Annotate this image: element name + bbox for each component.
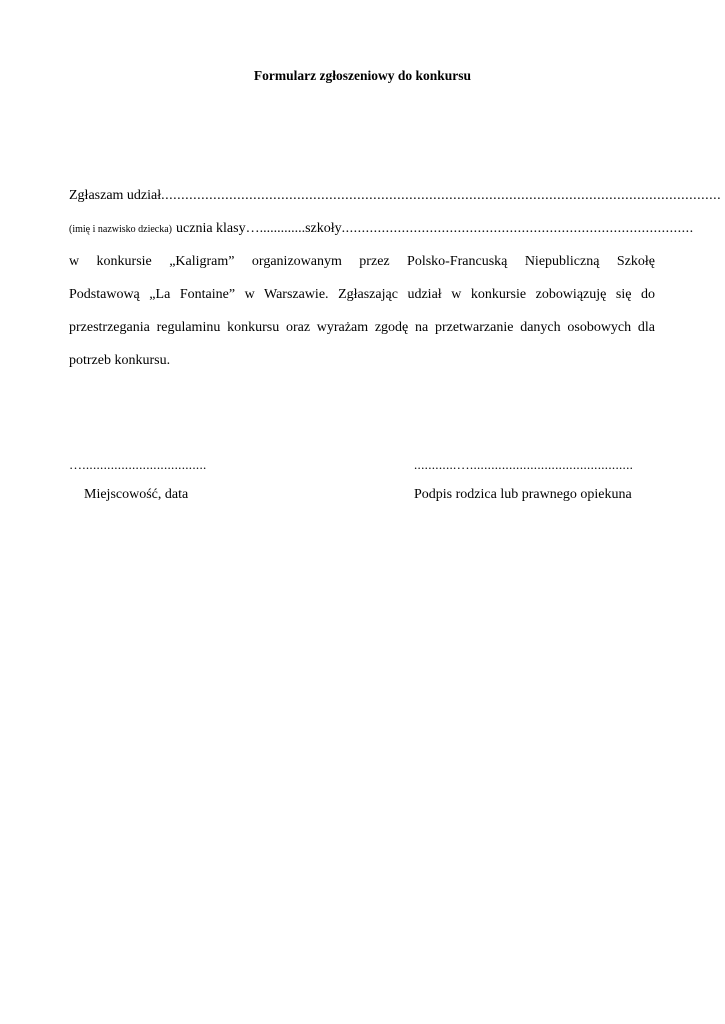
class-label: ucznia klasy xyxy=(176,221,246,236)
paragraph-line-2: Podstawową „La Fontaine” w Warszawie. Zgłaszając udział w konkursie zobowiązuję się do xyxy=(69,287,655,302)
paragraph-line-4: potrzeb konkursu. xyxy=(69,353,171,368)
class-school-line xyxy=(69,219,694,252)
signature-label: Podpis rodzica lub prawnego opiekuna xyxy=(414,487,632,502)
paragraph-line-1: w konkursie „Kaligram” organizowanym przez Polsko-Francuską Niepubliczną Szkołę xyxy=(69,254,655,269)
class-blank[interactable]: …............. xyxy=(245,221,306,236)
child-name-blank[interactable]: ............................................................................................................................................ xyxy=(161,188,722,203)
place-date-label: Miejscowość, data xyxy=(84,487,189,502)
participation-line xyxy=(69,186,722,219)
form-body xyxy=(69,186,722,384)
signature-blank[interactable]: ............….............................................. xyxy=(414,457,634,472)
place-date-blank[interactable]: …................................... xyxy=(69,457,207,472)
paragraph-line-3: przestrzegania regulaminu konkursu oraz wyrażam zgodę na przetwarzanie danych osobowych dla xyxy=(69,320,655,335)
page-title: Formularz zgłoszeniowy do konkursu xyxy=(253,68,472,83)
child-name-hint: (imię i nazwisko dziecka) xyxy=(69,224,173,235)
school-blank[interactable]: ........................................................................................ xyxy=(341,221,694,236)
participation-label: Zgłaszam udział xyxy=(69,188,162,203)
school-label: szkoły xyxy=(305,221,342,236)
